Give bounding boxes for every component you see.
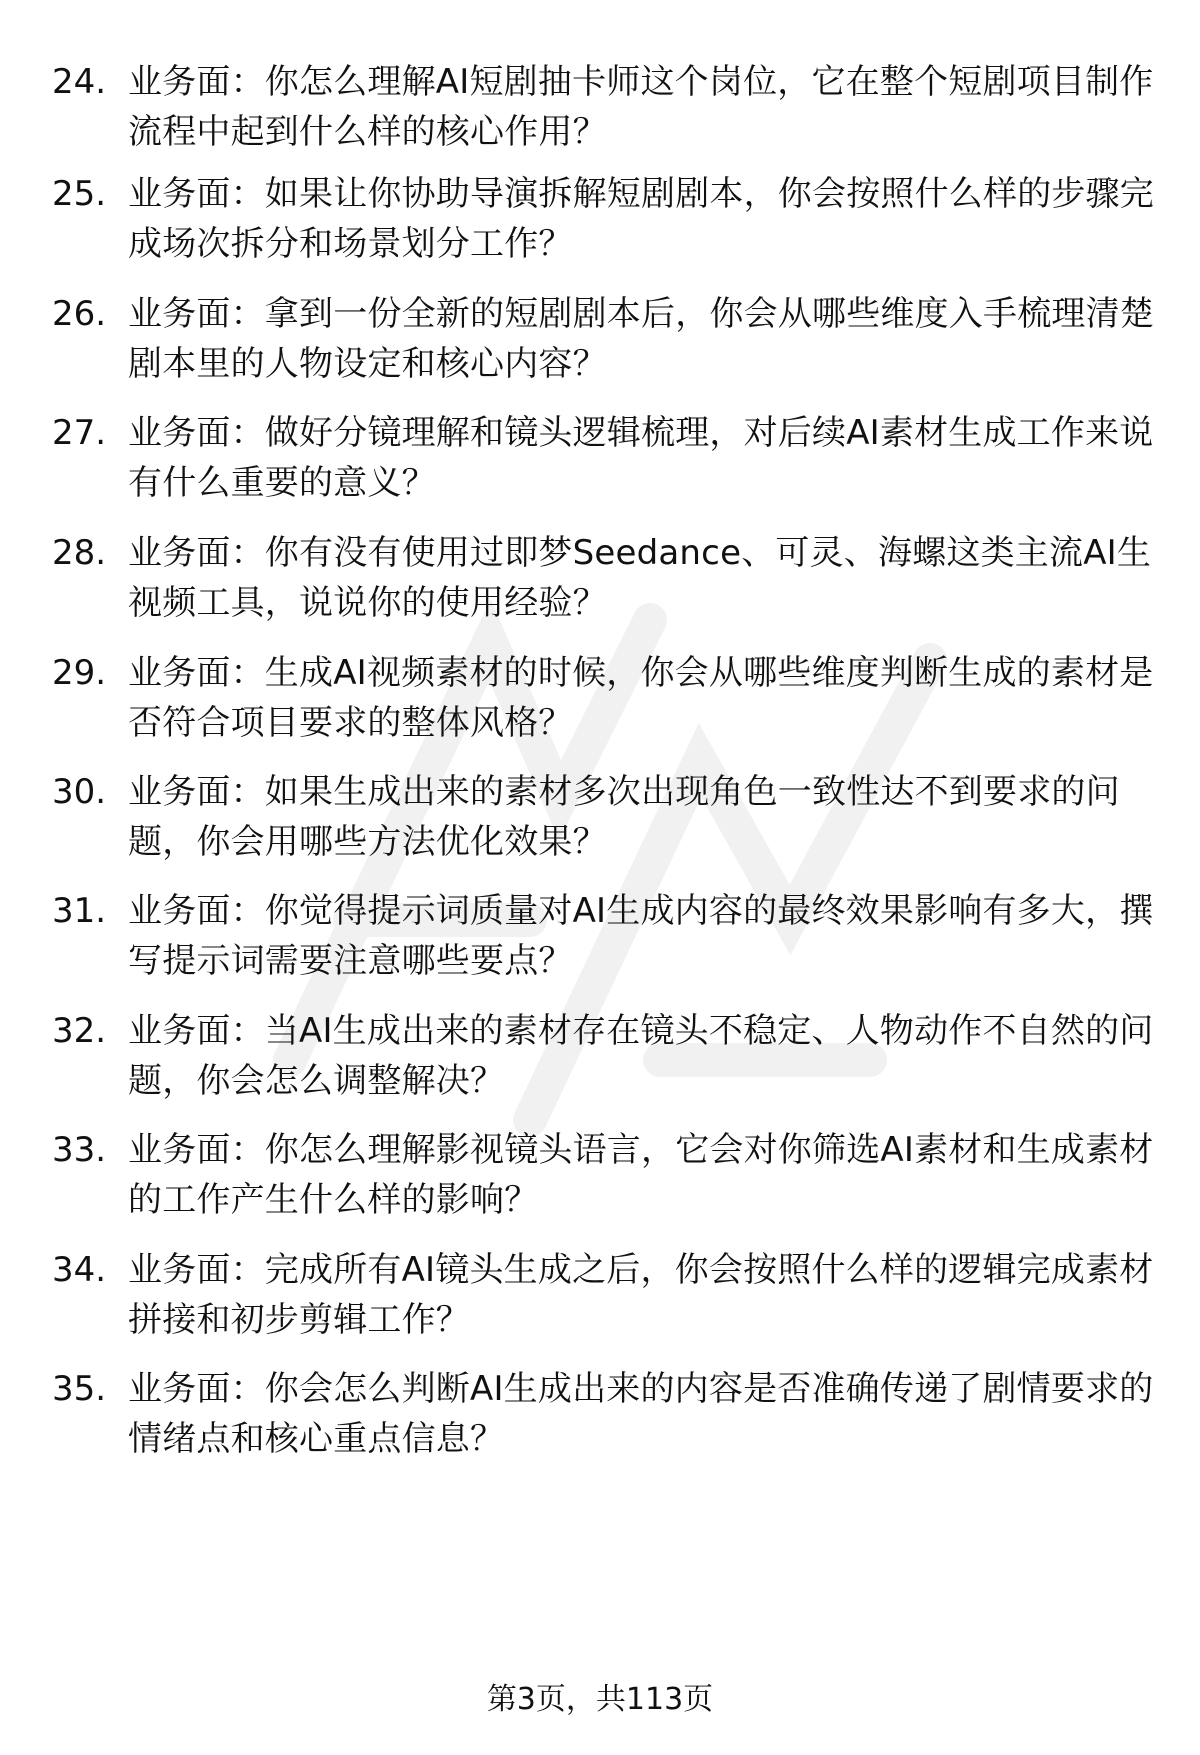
question-number: 26.	[52, 294, 107, 334]
question-text: 业务面：如果生成出来的素材多次出现角色一致性达不到要求的问题，你会用哪些方法优化效果？	[128, 772, 1120, 862]
question-number: 35.	[52, 1369, 107, 1409]
question-number: 29.	[52, 653, 107, 693]
question-item	[0, 289, 1200, 389]
page-info: 第3页，共113页	[486, 1682, 714, 1717]
question-text: 业务面：你觉得提示词质量对AI生成内容的最终效果影响有多大，撰写提示词需要注意哪些要点？	[128, 891, 1154, 981]
question-item	[0, 767, 1200, 867]
question-number: 25.	[52, 174, 107, 214]
question-text: 业务面：拿到一份全新的短剧剧本后，你会从哪些维度入手梳理清楚剧本里的人物设定和核心内容？	[128, 294, 1154, 384]
question-number: 28.	[52, 533, 107, 573]
question-number: 27.	[52, 413, 107, 453]
question-item	[0, 1006, 1200, 1106]
question-number: 32.	[52, 1011, 107, 1051]
question-text: 业务面：你有没有使用过即梦Seedance、可灵、海螺这类主流AI生视频工具，说说你的使用经验？	[128, 533, 1152, 623]
question-item	[0, 648, 1200, 748]
question-item	[0, 57, 1200, 157]
question-text: 业务面：完成所有AI镜头生成之后，你会按照什么样的逻辑完成素材拼接和初步剪辑工作？	[128, 1250, 1154, 1340]
question-number: 34.	[52, 1250, 107, 1290]
question-item	[0, 1245, 1200, 1345]
question-text: 业务面：你怎么理解AI短剧抽卡师这个岗位，它在整个短剧项目制作流程中起到什么样的核心作用？	[128, 62, 1154, 152]
question-item	[0, 1125, 1200, 1225]
question-text: 业务面：你怎么理解影视镜头语言，它会对你筛选AI素材和生成素材的工作产生什么样的影响？	[128, 1130, 1154, 1220]
question-text: 业务面：生成AI视频素材的时候，你会从哪些维度判断生成的素材是否符合项目要求的整体风格？	[128, 653, 1154, 743]
question-text: 业务面：做好分镜理解和镜头逻辑梳理，对后续AI素材生成工作来说有什么重要的意义？	[128, 413, 1154, 503]
question-number: 24.	[52, 62, 107, 102]
question-item	[0, 1364, 1200, 1464]
question-item	[0, 886, 1200, 986]
question-number: 31.	[52, 891, 107, 931]
question-number: 30.	[52, 772, 107, 812]
question-number: 33.	[52, 1130, 107, 1170]
question-item	[0, 408, 1200, 508]
question-item	[0, 169, 1200, 269]
page-footer	[0, 1680, 1200, 1720]
question-text: 业务面：如果让你协助导演拆解短剧剧本，你会按照什么样的步骤完成场次拆分和场景划分工作？	[128, 174, 1154, 264]
question-item	[0, 528, 1200, 628]
question-text: 业务面：当AI生成出来的素材存在镜头不稳定、人物动作不自然的问题，你会怎么调整解决？	[128, 1011, 1154, 1101]
question-text: 业务面：你会怎么判断AI生成出来的内容是否准确传递了剧情要求的情绪点和核心重点信息？	[128, 1369, 1154, 1459]
